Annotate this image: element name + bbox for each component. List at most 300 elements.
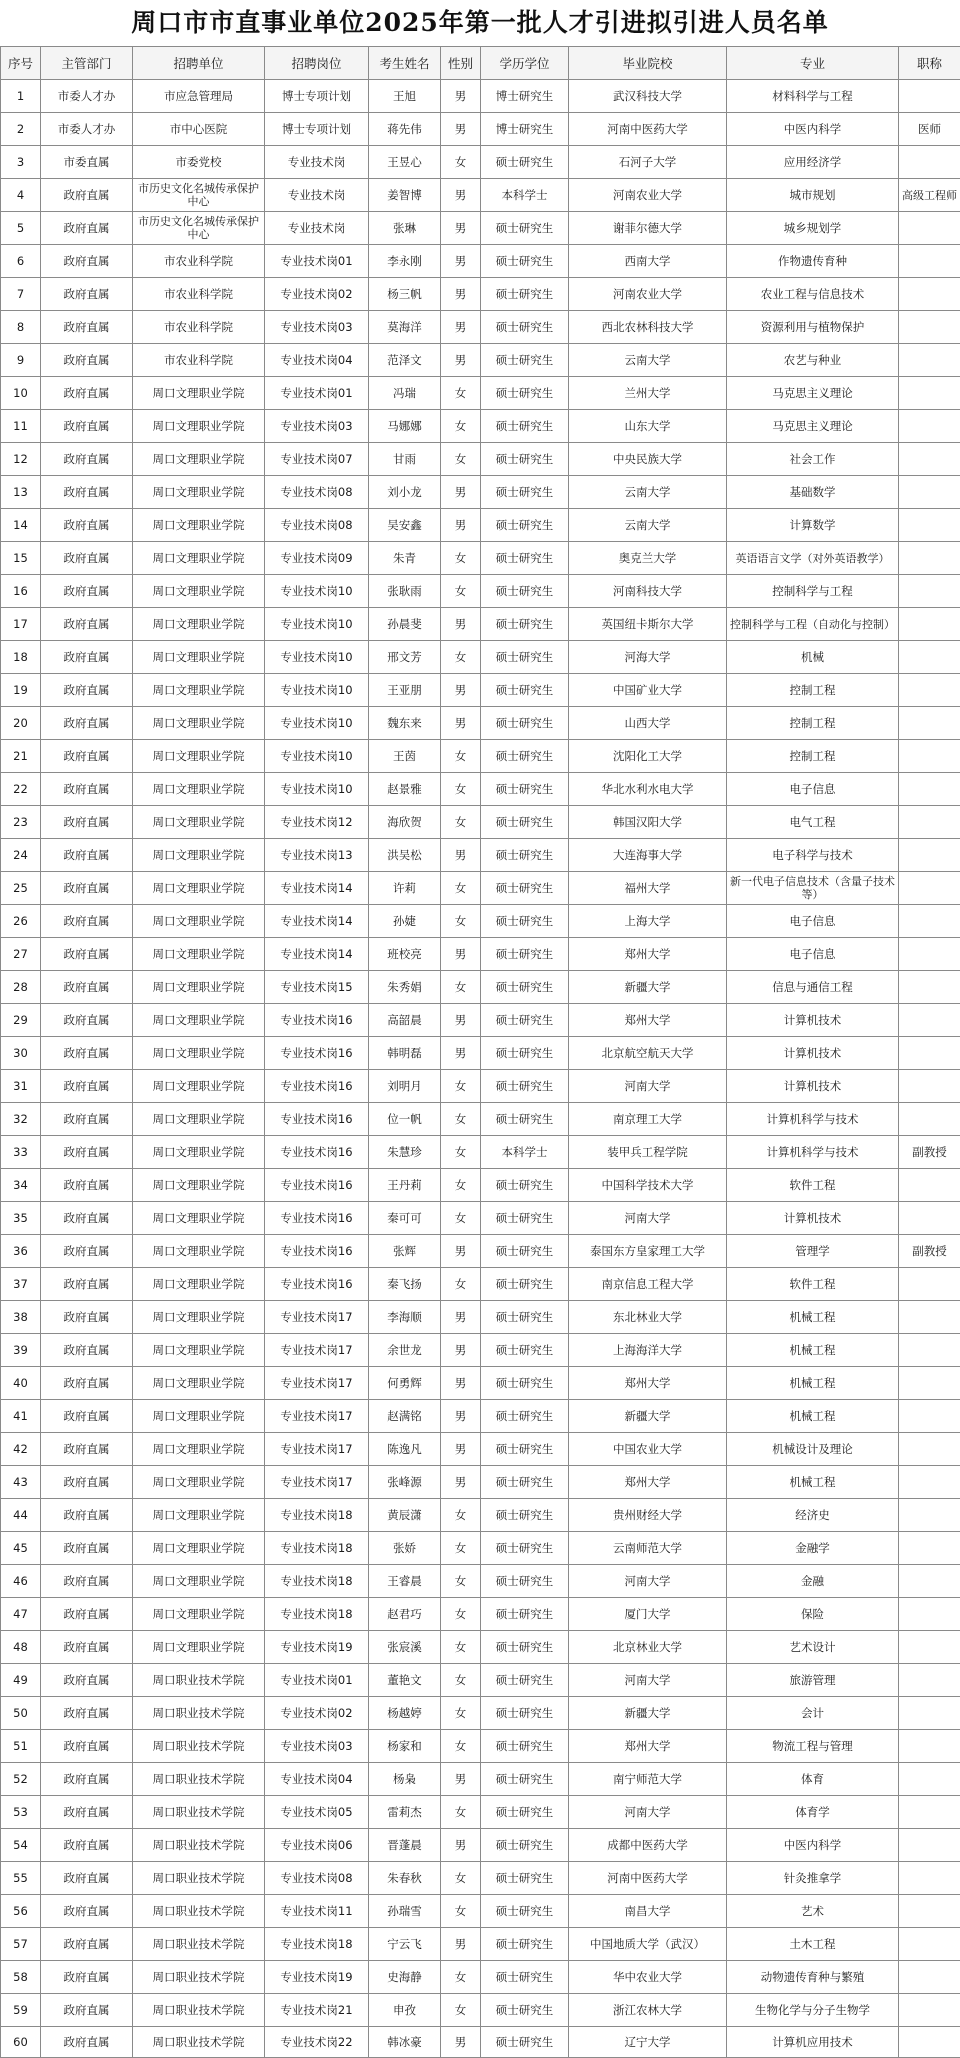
cell-gender: 男 — [441, 344, 481, 377]
cell-major: 计算机技术 — [727, 1202, 899, 1235]
cell-title — [899, 1037, 960, 1070]
cell-title — [899, 1631, 960, 1664]
cell-department: 市委直属 — [41, 146, 133, 179]
cell-employer: 周口文理职业学院 — [133, 1070, 265, 1103]
cell-major: 机械工程 — [727, 1334, 899, 1367]
cell-title — [899, 443, 960, 476]
cell-name: 宁云飞 — [369, 1928, 441, 1961]
cell-school: 郑州大学 — [569, 1466, 727, 1499]
cell-degree: 硕士研究生 — [481, 971, 569, 1004]
cell-degree: 硕士研究生 — [481, 839, 569, 872]
cell-position: 专业技术岗17 — [265, 1334, 369, 1367]
cell-major: 中医内科学 — [727, 1829, 899, 1862]
cell-title — [899, 707, 960, 740]
header-school: 毕业院校 — [569, 47, 727, 80]
cell-position: 专业技术岗08 — [265, 1862, 369, 1895]
cell-employer: 周口职业技术学院 — [133, 1961, 265, 1994]
cell-gender: 女 — [441, 1268, 481, 1301]
cell-index: 60 — [1, 2027, 41, 2058]
cell-title — [899, 1070, 960, 1103]
cell-index: 29 — [1, 1004, 41, 1037]
table-row — [1, 1334, 960, 1367]
cell-employer: 周口文理职业学院 — [133, 839, 265, 872]
cell-name: 冯瑞 — [369, 377, 441, 410]
cell-degree: 硕士研究生 — [481, 278, 569, 311]
cell-gender: 女 — [441, 773, 481, 806]
cell-department: 政府直属 — [41, 1664, 133, 1697]
cell-title — [899, 872, 960, 905]
cell-name: 张辉 — [369, 1235, 441, 1268]
cell-school: 谢菲尔德大学 — [569, 212, 727, 245]
cell-index: 41 — [1, 1400, 41, 1433]
cell-gender: 女 — [441, 1598, 481, 1631]
cell-title — [899, 938, 960, 971]
cell-name: 高韶晨 — [369, 1004, 441, 1037]
cell-gender: 女 — [441, 905, 481, 938]
document-title: 周口市市直事业单位2025年第一批人才引进拟引进人员名单 — [0, 0, 960, 46]
cell-position: 专业技术岗07 — [265, 443, 369, 476]
cell-title — [899, 1532, 960, 1565]
cell-department: 政府直属 — [41, 278, 133, 311]
cell-employer: 周口文理职业学院 — [133, 1136, 265, 1169]
cell-degree: 硕士研究生 — [481, 641, 569, 674]
cell-name: 赵满铭 — [369, 1400, 441, 1433]
table-row — [1, 707, 960, 740]
cell-employer: 周口职业技术学院 — [133, 1829, 265, 1862]
cell-major: 马克思主义理论 — [727, 410, 899, 443]
cell-index: 32 — [1, 1103, 41, 1136]
cell-major: 信息与通信工程 — [727, 971, 899, 1004]
cell-name: 张峰源 — [369, 1466, 441, 1499]
cell-degree: 硕士研究生 — [481, 1334, 569, 1367]
cell-index: 1 — [1, 80, 41, 113]
cell-position: 专业技术岗16 — [265, 1169, 369, 1202]
cell-degree: 硕士研究生 — [481, 509, 569, 542]
cell-major: 生物化学与分子生物学 — [727, 1994, 899, 2027]
cell-employer: 周口文理职业学院 — [133, 410, 265, 443]
cell-degree: 硕士研究生 — [481, 1367, 569, 1400]
cell-name: 秦飞扬 — [369, 1268, 441, 1301]
cell-position: 专业技术岗04 — [265, 344, 369, 377]
cell-title — [899, 1334, 960, 1367]
cell-degree: 硕士研究生 — [481, 773, 569, 806]
table-row — [1, 674, 960, 707]
cell-school: 河南大学 — [569, 1664, 727, 1697]
header-major: 专业 — [727, 47, 899, 80]
cell-school: 石河子大学 — [569, 146, 727, 179]
cell-gender: 女 — [441, 1631, 481, 1664]
cell-name: 黄辰潇 — [369, 1499, 441, 1532]
cell-name: 杨家和 — [369, 1730, 441, 1763]
table-row — [1, 1895, 960, 1928]
cell-index: 49 — [1, 1664, 41, 1697]
cell-gender: 女 — [441, 1664, 481, 1697]
table-row — [1, 938, 960, 971]
cell-school: 韩国汉阳大学 — [569, 806, 727, 839]
table-row — [1, 1862, 960, 1895]
table-row — [1, 311, 960, 344]
cell-school: 郑州大学 — [569, 1730, 727, 1763]
cell-degree: 硕士研究生 — [481, 1103, 569, 1136]
cell-major: 资源利用与植物保护 — [727, 311, 899, 344]
cell-position: 专业技术岗 — [265, 212, 369, 245]
cell-index: 52 — [1, 1763, 41, 1796]
cell-department: 政府直属 — [41, 707, 133, 740]
cell-degree: 硕士研究生 — [481, 245, 569, 278]
cell-title — [899, 542, 960, 575]
cell-employer: 周口文理职业学院 — [133, 575, 265, 608]
cell-department: 市委人才办 — [41, 80, 133, 113]
cell-index: 21 — [1, 740, 41, 773]
cell-department: 政府直属 — [41, 1070, 133, 1103]
cell-index: 31 — [1, 1070, 41, 1103]
cell-school: 武汉科技大学 — [569, 80, 727, 113]
cell-name: 赵君巧 — [369, 1598, 441, 1631]
cell-employer: 周口文理职业学院 — [133, 641, 265, 674]
cell-gender: 男 — [441, 839, 481, 872]
cell-major: 电子信息 — [727, 773, 899, 806]
table-row — [1, 1994, 960, 2027]
cell-gender: 男 — [441, 2027, 481, 2058]
cell-employer: 周口职业技术学院 — [133, 1796, 265, 1829]
cell-school: 北京林业大学 — [569, 1631, 727, 1664]
cell-school: 英国纽卡斯尔大学 — [569, 608, 727, 641]
cell-index: 30 — [1, 1037, 41, 1070]
cell-name: 吴安鑫 — [369, 509, 441, 542]
header-degree: 学历学位 — [481, 47, 569, 80]
cell-employer: 周口文理职业学院 — [133, 1202, 265, 1235]
cell-department: 政府直属 — [41, 1598, 133, 1631]
cell-department: 政府直属 — [41, 971, 133, 1004]
cell-major: 艺术 — [727, 1895, 899, 1928]
cell-employer: 周口文理职业学院 — [133, 377, 265, 410]
cell-employer: 周口文理职业学院 — [133, 773, 265, 806]
cell-degree: 硕士研究生 — [481, 1862, 569, 1895]
cell-department: 政府直属 — [41, 1433, 133, 1466]
cell-title — [899, 344, 960, 377]
cell-department: 政府直属 — [41, 1631, 133, 1664]
cell-department: 政府直属 — [41, 905, 133, 938]
table-row — [1, 410, 960, 443]
cell-school: 河南中医药大学 — [569, 113, 727, 146]
cell-employer: 周口文理职业学院 — [133, 1268, 265, 1301]
cell-major: 机械工程 — [727, 1367, 899, 1400]
cell-department: 政府直属 — [41, 1235, 133, 1268]
cell-employer: 周口文理职业学院 — [133, 1103, 265, 1136]
cell-name: 姜智博 — [369, 179, 441, 212]
cell-name: 朱慧珍 — [369, 1136, 441, 1169]
cell-school: 大连海事大学 — [569, 839, 727, 872]
cell-school: 沈阳化工大学 — [569, 740, 727, 773]
cell-employer: 周口文理职业学院 — [133, 1367, 265, 1400]
cell-name: 张琳 — [369, 212, 441, 245]
cell-index: 8 — [1, 311, 41, 344]
cell-position: 专业技术岗03 — [265, 1730, 369, 1763]
cell-index: 2 — [1, 113, 41, 146]
cell-index: 28 — [1, 971, 41, 1004]
cell-degree: 硕士研究生 — [481, 542, 569, 575]
cell-gender: 男 — [441, 1037, 481, 1070]
cell-position: 博士专项计划 — [265, 80, 369, 113]
cell-major: 材料科学与工程 — [727, 80, 899, 113]
cell-position: 专业技术岗17 — [265, 1400, 369, 1433]
cell-gender: 女 — [441, 1994, 481, 2027]
cell-title — [899, 1202, 960, 1235]
cell-index: 23 — [1, 806, 41, 839]
cell-name: 海欣贺 — [369, 806, 441, 839]
cell-school: 上海大学 — [569, 905, 727, 938]
cell-degree: 硕士研究生 — [481, 938, 569, 971]
cell-degree: 硕士研究生 — [481, 608, 569, 641]
cell-department: 政府直属 — [41, 1103, 133, 1136]
cell-gender: 女 — [441, 1136, 481, 1169]
cell-position: 专业技术岗 — [265, 179, 369, 212]
table-row — [1, 1631, 960, 1664]
cell-employer: 周口文理职业学院 — [133, 1532, 265, 1565]
cell-position: 专业技术岗04 — [265, 1763, 369, 1796]
cell-department: 政府直属 — [41, 2027, 133, 2058]
cell-major: 控制科学与工程 — [727, 575, 899, 608]
cell-position: 专业技术岗12 — [265, 806, 369, 839]
cell-index: 54 — [1, 1829, 41, 1862]
cell-position: 专业技术岗02 — [265, 278, 369, 311]
cell-department: 政府直属 — [41, 608, 133, 641]
cell-employer: 周口职业技术学院 — [133, 1895, 265, 1928]
cell-employer: 周口职业技术学院 — [133, 1994, 265, 2027]
cell-school: 西北农林科技大学 — [569, 311, 727, 344]
cell-name: 孙瑞雪 — [369, 1895, 441, 1928]
cell-title — [899, 1763, 960, 1796]
cell-name: 王旭 — [369, 80, 441, 113]
cell-degree: 博士研究生 — [481, 80, 569, 113]
table-row — [1, 1697, 960, 1730]
cell-name: 朱青 — [369, 542, 441, 575]
cell-school: 成都中医药大学 — [569, 1829, 727, 1862]
cell-index: 7 — [1, 278, 41, 311]
cell-gender: 女 — [441, 1103, 481, 1136]
cell-name: 许莉 — [369, 872, 441, 905]
cell-gender: 男 — [441, 1433, 481, 1466]
cell-major: 金融学 — [727, 1532, 899, 1565]
cell-gender: 男 — [441, 1829, 481, 1862]
table-header-row — [1, 47, 960, 80]
cell-position: 专业技术岗18 — [265, 1532, 369, 1565]
table-row — [1, 1664, 960, 1697]
cell-school: 中国地质大学（武汉） — [569, 1928, 727, 1961]
cell-degree: 硕士研究生 — [481, 1664, 569, 1697]
cell-major: 基础数学 — [727, 476, 899, 509]
cell-index: 44 — [1, 1499, 41, 1532]
cell-school: 云南大学 — [569, 344, 727, 377]
cell-title — [899, 839, 960, 872]
cell-gender: 男 — [441, 212, 481, 245]
cell-employer: 周口职业技术学院 — [133, 2027, 265, 2058]
cell-name: 孙晨斐 — [369, 608, 441, 641]
cell-department: 政府直属 — [41, 1169, 133, 1202]
cell-name: 史海静 — [369, 1961, 441, 1994]
cell-employer: 周口文理职业学院 — [133, 740, 265, 773]
cell-position: 专业技术岗05 — [265, 1796, 369, 1829]
cell-school: 上海海洋大学 — [569, 1334, 727, 1367]
cell-index: 14 — [1, 509, 41, 542]
table-row — [1, 905, 960, 938]
cell-name: 朱春秋 — [369, 1862, 441, 1895]
cell-degree: 硕士研究生 — [481, 1070, 569, 1103]
cell-name: 班校亮 — [369, 938, 441, 971]
cell-major: 计算数学 — [727, 509, 899, 542]
cell-degree: 硕士研究生 — [481, 905, 569, 938]
cell-position: 专业技术岗17 — [265, 1301, 369, 1334]
cell-title — [899, 509, 960, 542]
cell-index: 27 — [1, 938, 41, 971]
cell-index: 43 — [1, 1466, 41, 1499]
cell-gender: 男 — [441, 179, 481, 212]
cell-employer: 周口文理职业学院 — [133, 674, 265, 707]
cell-degree: 硕士研究生 — [481, 2027, 569, 2058]
cell-position: 专业技术岗03 — [265, 311, 369, 344]
table-row — [1, 509, 960, 542]
cell-school: 河海大学 — [569, 641, 727, 674]
cell-title — [899, 1730, 960, 1763]
cell-employer: 周口文理职业学院 — [133, 971, 265, 1004]
cell-name: 雷莉杰 — [369, 1796, 441, 1829]
cell-title — [899, 1268, 960, 1301]
cell-degree: 硕士研究生 — [481, 1433, 569, 1466]
cell-position: 专业技术岗18 — [265, 1598, 369, 1631]
cell-gender: 女 — [441, 641, 481, 674]
cell-school: 北京航空航天大学 — [569, 1037, 727, 1070]
cell-index: 9 — [1, 344, 41, 377]
cell-position: 专业技术岗19 — [265, 1961, 369, 1994]
cell-employer: 周口文理职业学院 — [133, 1235, 265, 1268]
cell-department: 政府直属 — [41, 1136, 133, 1169]
cell-gender: 女 — [441, 872, 481, 905]
cell-gender: 女 — [441, 1532, 481, 1565]
cell-title — [899, 146, 960, 179]
cell-name: 陈逸凡 — [369, 1433, 441, 1466]
cell-name: 张宸溪 — [369, 1631, 441, 1664]
cell-degree: 硕士研究生 — [481, 146, 569, 179]
cell-title — [899, 1466, 960, 1499]
cell-department: 政府直属 — [41, 1301, 133, 1334]
cell-position: 专业技术岗09 — [265, 542, 369, 575]
cell-name: 甘雨 — [369, 443, 441, 476]
cell-department: 政府直属 — [41, 245, 133, 278]
cell-gender: 男 — [441, 1763, 481, 1796]
cell-major: 金融 — [727, 1565, 899, 1598]
cell-name: 秦可可 — [369, 1202, 441, 1235]
header-position: 招聘岗位 — [265, 47, 369, 80]
cell-department: 政府直属 — [41, 1928, 133, 1961]
cell-name: 董艳文 — [369, 1664, 441, 1697]
cell-title — [899, 608, 960, 641]
cell-gender: 女 — [441, 146, 481, 179]
cell-major: 旅游管理 — [727, 1664, 899, 1697]
cell-degree: 硕士研究生 — [481, 1829, 569, 1862]
cell-school: 新疆大学 — [569, 1697, 727, 1730]
cell-gender: 男 — [441, 1235, 481, 1268]
cell-index: 40 — [1, 1367, 41, 1400]
cell-department: 政府直属 — [41, 575, 133, 608]
cell-gender: 女 — [441, 971, 481, 1004]
cell-index: 45 — [1, 1532, 41, 1565]
table-row — [1, 278, 960, 311]
cell-gender: 女 — [441, 542, 481, 575]
cell-position: 专业技术岗22 — [265, 2027, 369, 2058]
cell-major: 针灸推拿学 — [727, 1862, 899, 1895]
cell-name: 王丹莉 — [369, 1169, 441, 1202]
cell-name: 韩明磊 — [369, 1037, 441, 1070]
cell-degree: 硕士研究生 — [481, 1301, 569, 1334]
table-row — [1, 1268, 960, 1301]
table-row — [1, 1763, 960, 1796]
cell-employer: 周口文理职业学院 — [133, 476, 265, 509]
cell-major: 软件工程 — [727, 1169, 899, 1202]
cell-position: 专业技术岗03 — [265, 410, 369, 443]
cell-department: 政府直属 — [41, 938, 133, 971]
cell-major: 计算机科学与技术 — [727, 1103, 899, 1136]
cell-major: 艺术设计 — [727, 1631, 899, 1664]
table-row — [1, 443, 960, 476]
cell-gender: 男 — [441, 311, 481, 344]
cell-title — [899, 641, 960, 674]
table-row — [1, 1466, 960, 1499]
cell-gender: 男 — [441, 1928, 481, 1961]
cell-department: 政府直属 — [41, 212, 133, 245]
cell-major: 城乡规划学 — [727, 212, 899, 245]
cell-department: 政府直属 — [41, 1763, 133, 1796]
cell-index: 53 — [1, 1796, 41, 1829]
cell-position: 专业技术岗14 — [265, 872, 369, 905]
cell-title — [899, 1565, 960, 1598]
cell-department: 政府直属 — [41, 1796, 133, 1829]
table-row — [1, 1532, 960, 1565]
cell-gender: 男 — [441, 1301, 481, 1334]
cell-title — [899, 1697, 960, 1730]
cell-index: 36 — [1, 1235, 41, 1268]
cell-degree: 硕士研究生 — [481, 806, 569, 839]
cell-gender: 女 — [441, 1565, 481, 1598]
cell-employer: 周口文理职业学院 — [133, 1400, 265, 1433]
cell-school: 装甲兵工程学院 — [569, 1136, 727, 1169]
cell-major: 计算机技术 — [727, 1070, 899, 1103]
cell-major: 应用经济学 — [727, 146, 899, 179]
table-row — [1, 179, 960, 212]
cell-major: 电子信息 — [727, 938, 899, 971]
cell-school: 河南大学 — [569, 1070, 727, 1103]
cell-department: 政府直属 — [41, 410, 133, 443]
cell-school: 新疆大学 — [569, 971, 727, 1004]
cell-title — [899, 1169, 960, 1202]
cell-position: 专业技术岗15 — [265, 971, 369, 1004]
cell-title — [899, 1895, 960, 1928]
cell-department: 政府直属 — [41, 1268, 133, 1301]
header-department: 主管部门 — [41, 47, 133, 80]
header-index: 序号 — [1, 47, 41, 80]
cell-name: 韩冰豪 — [369, 2027, 441, 2058]
cell-name: 王昱心 — [369, 146, 441, 179]
cell-title — [899, 740, 960, 773]
cell-title — [899, 1664, 960, 1697]
cell-school: 中国农业大学 — [569, 1433, 727, 1466]
cell-name: 张娇 — [369, 1532, 441, 1565]
cell-index: 5 — [1, 212, 41, 245]
cell-major: 中医内科学 — [727, 113, 899, 146]
header-employer: 招聘单位 — [133, 47, 265, 80]
cell-degree: 硕士研究生 — [481, 740, 569, 773]
cell-degree: 硕士研究生 — [481, 1565, 569, 1598]
cell-title — [899, 1796, 960, 1829]
